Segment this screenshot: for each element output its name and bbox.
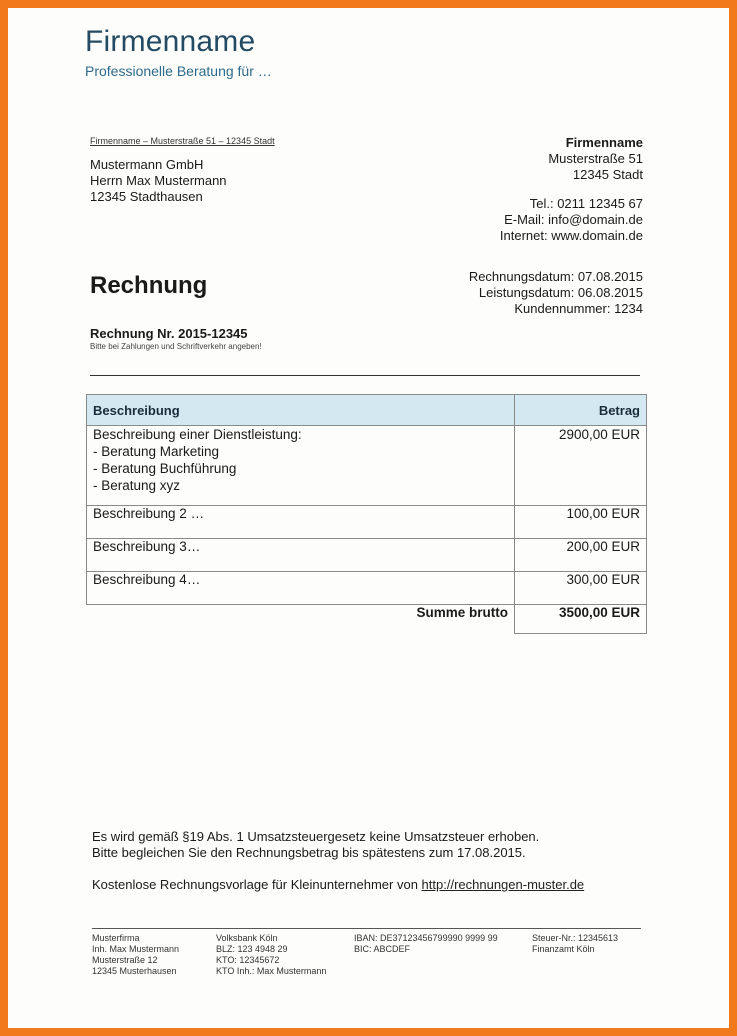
- customer-number: Kundennummer: 1234: [514, 301, 643, 316]
- template-credit-text: Kostenlose Rechnungsvorlage für Kleinunternehmer von: [92, 877, 422, 892]
- template-link[interactable]: http://rechnungen-muster.de: [421, 877, 585, 892]
- footer-line: BIC: ABCDEF: [354, 944, 411, 954]
- footer-line: KTO Inh.: Max Mustermann: [216, 966, 327, 976]
- footer-line: Musterstraße 12: [92, 955, 158, 965]
- footer-company: [92, 933, 179, 977]
- column-header-description: Beschreibung: [87, 395, 515, 426]
- invoice-number-hint: Bitte bei Zahlungen und Schriftverkehr angeben!: [90, 342, 262, 351]
- sum-row: [87, 605, 647, 634]
- footer-iban: [354, 933, 498, 955]
- footer-line: BLZ: 123 4948 29: [216, 944, 288, 954]
- invoice-dates: [469, 269, 643, 317]
- invoice-title: Rechnung: [90, 272, 208, 299]
- recipient-company: Mustermann GmbH: [90, 157, 204, 172]
- table-header-row: [87, 395, 647, 426]
- sender-contact: [500, 196, 643, 244]
- footer-line: Musterfirma: [92, 933, 140, 943]
- company-tagline: Professionelle Beratung für …: [85, 63, 272, 79]
- footer-line: KTO: 12345672: [216, 955, 280, 965]
- footer-line: IBAN: DE37123456799990 9999 99: [354, 933, 498, 943]
- description-line: - Beratung Buchführung: [93, 461, 237, 476]
- table-row: [87, 426, 647, 506]
- sender-email: E-Mail: info@domain.de: [504, 212, 643, 227]
- invoice-table: [86, 394, 647, 634]
- sender-city: 12345 Stadt: [572, 167, 643, 182]
- footer-line: Volksbank Köln: [216, 933, 278, 943]
- return-address-line: Firmenname – Musterstraße 51 – 12345 Stadt: [90, 136, 275, 146]
- footer-line: Finanzamt Köln: [532, 944, 595, 954]
- sender-internet: Internet: www.domain.de: [499, 228, 643, 243]
- divider: [90, 375, 640, 376]
- row-amount: 100,00 EUR: [515, 506, 647, 539]
- sender-address: [548, 135, 643, 183]
- invoice-date: Rechnungsdatum: 07.08.2015: [468, 269, 643, 284]
- column-header-amount: Betrag: [515, 395, 647, 426]
- description-line: Beschreibung einer Dienstleistung:: [93, 427, 302, 442]
- payment-note: Bitte begleichen Sie den Rechnungsbetrag bis spätestens zum 17.08.2015.: [92, 845, 526, 860]
- sender-tel: Tel.: 0211 12345 67: [529, 196, 643, 211]
- table-row: [87, 572, 647, 605]
- row-description: Beschreibung 2 …: [87, 506, 515, 539]
- row-description: [87, 426, 515, 506]
- row-description: Beschreibung 3…: [87, 539, 515, 572]
- template-credit: [92, 877, 584, 892]
- row-amount: 300,00 EUR: [515, 572, 647, 605]
- row-amount: 200,00 EUR: [515, 539, 647, 572]
- footer-divider: [92, 928, 641, 929]
- table-row: [87, 506, 647, 539]
- sum-label: Summe brutto: [416, 605, 508, 620]
- footer-bank: [216, 933, 326, 977]
- sender-street: Musterstraße 51: [548, 151, 643, 166]
- footer-line: Steuer-Nr.: 12345613: [532, 933, 619, 943]
- description-line: - Beratung Marketing: [93, 444, 220, 459]
- table-row: [87, 539, 647, 572]
- description-line: - Beratung xyz: [93, 478, 181, 493]
- notes: [92, 829, 539, 861]
- footer-tax: [532, 933, 618, 955]
- row-amount: 2900,00 EUR: [515, 426, 647, 506]
- service-date: Leistungsdatum: 06.08.2015: [478, 285, 643, 300]
- recipient-person: Herrn Max Mustermann: [90, 173, 227, 188]
- recipient-city: 12345 Stadthausen: [90, 189, 203, 204]
- tax-note: Es wird gemäß §19 Abs. 1 Umsatzsteuergesetz keine Umsatzsteuer erhoben.: [92, 829, 540, 844]
- recipient-address: [90, 157, 227, 205]
- invoice-number: Rechnung Nr. 2015-12345: [90, 326, 248, 341]
- row-description: Beschreibung 4…: [87, 572, 515, 605]
- footer-line: Inh. Max Mustermann: [92, 944, 180, 954]
- footer-line: 12345 Musterhausen: [92, 966, 177, 976]
- sender-name: Firmenname: [565, 135, 643, 150]
- sum-amount: 3500,00 EUR: [515, 605, 647, 634]
- company-name: Firmenname: [85, 25, 256, 58]
